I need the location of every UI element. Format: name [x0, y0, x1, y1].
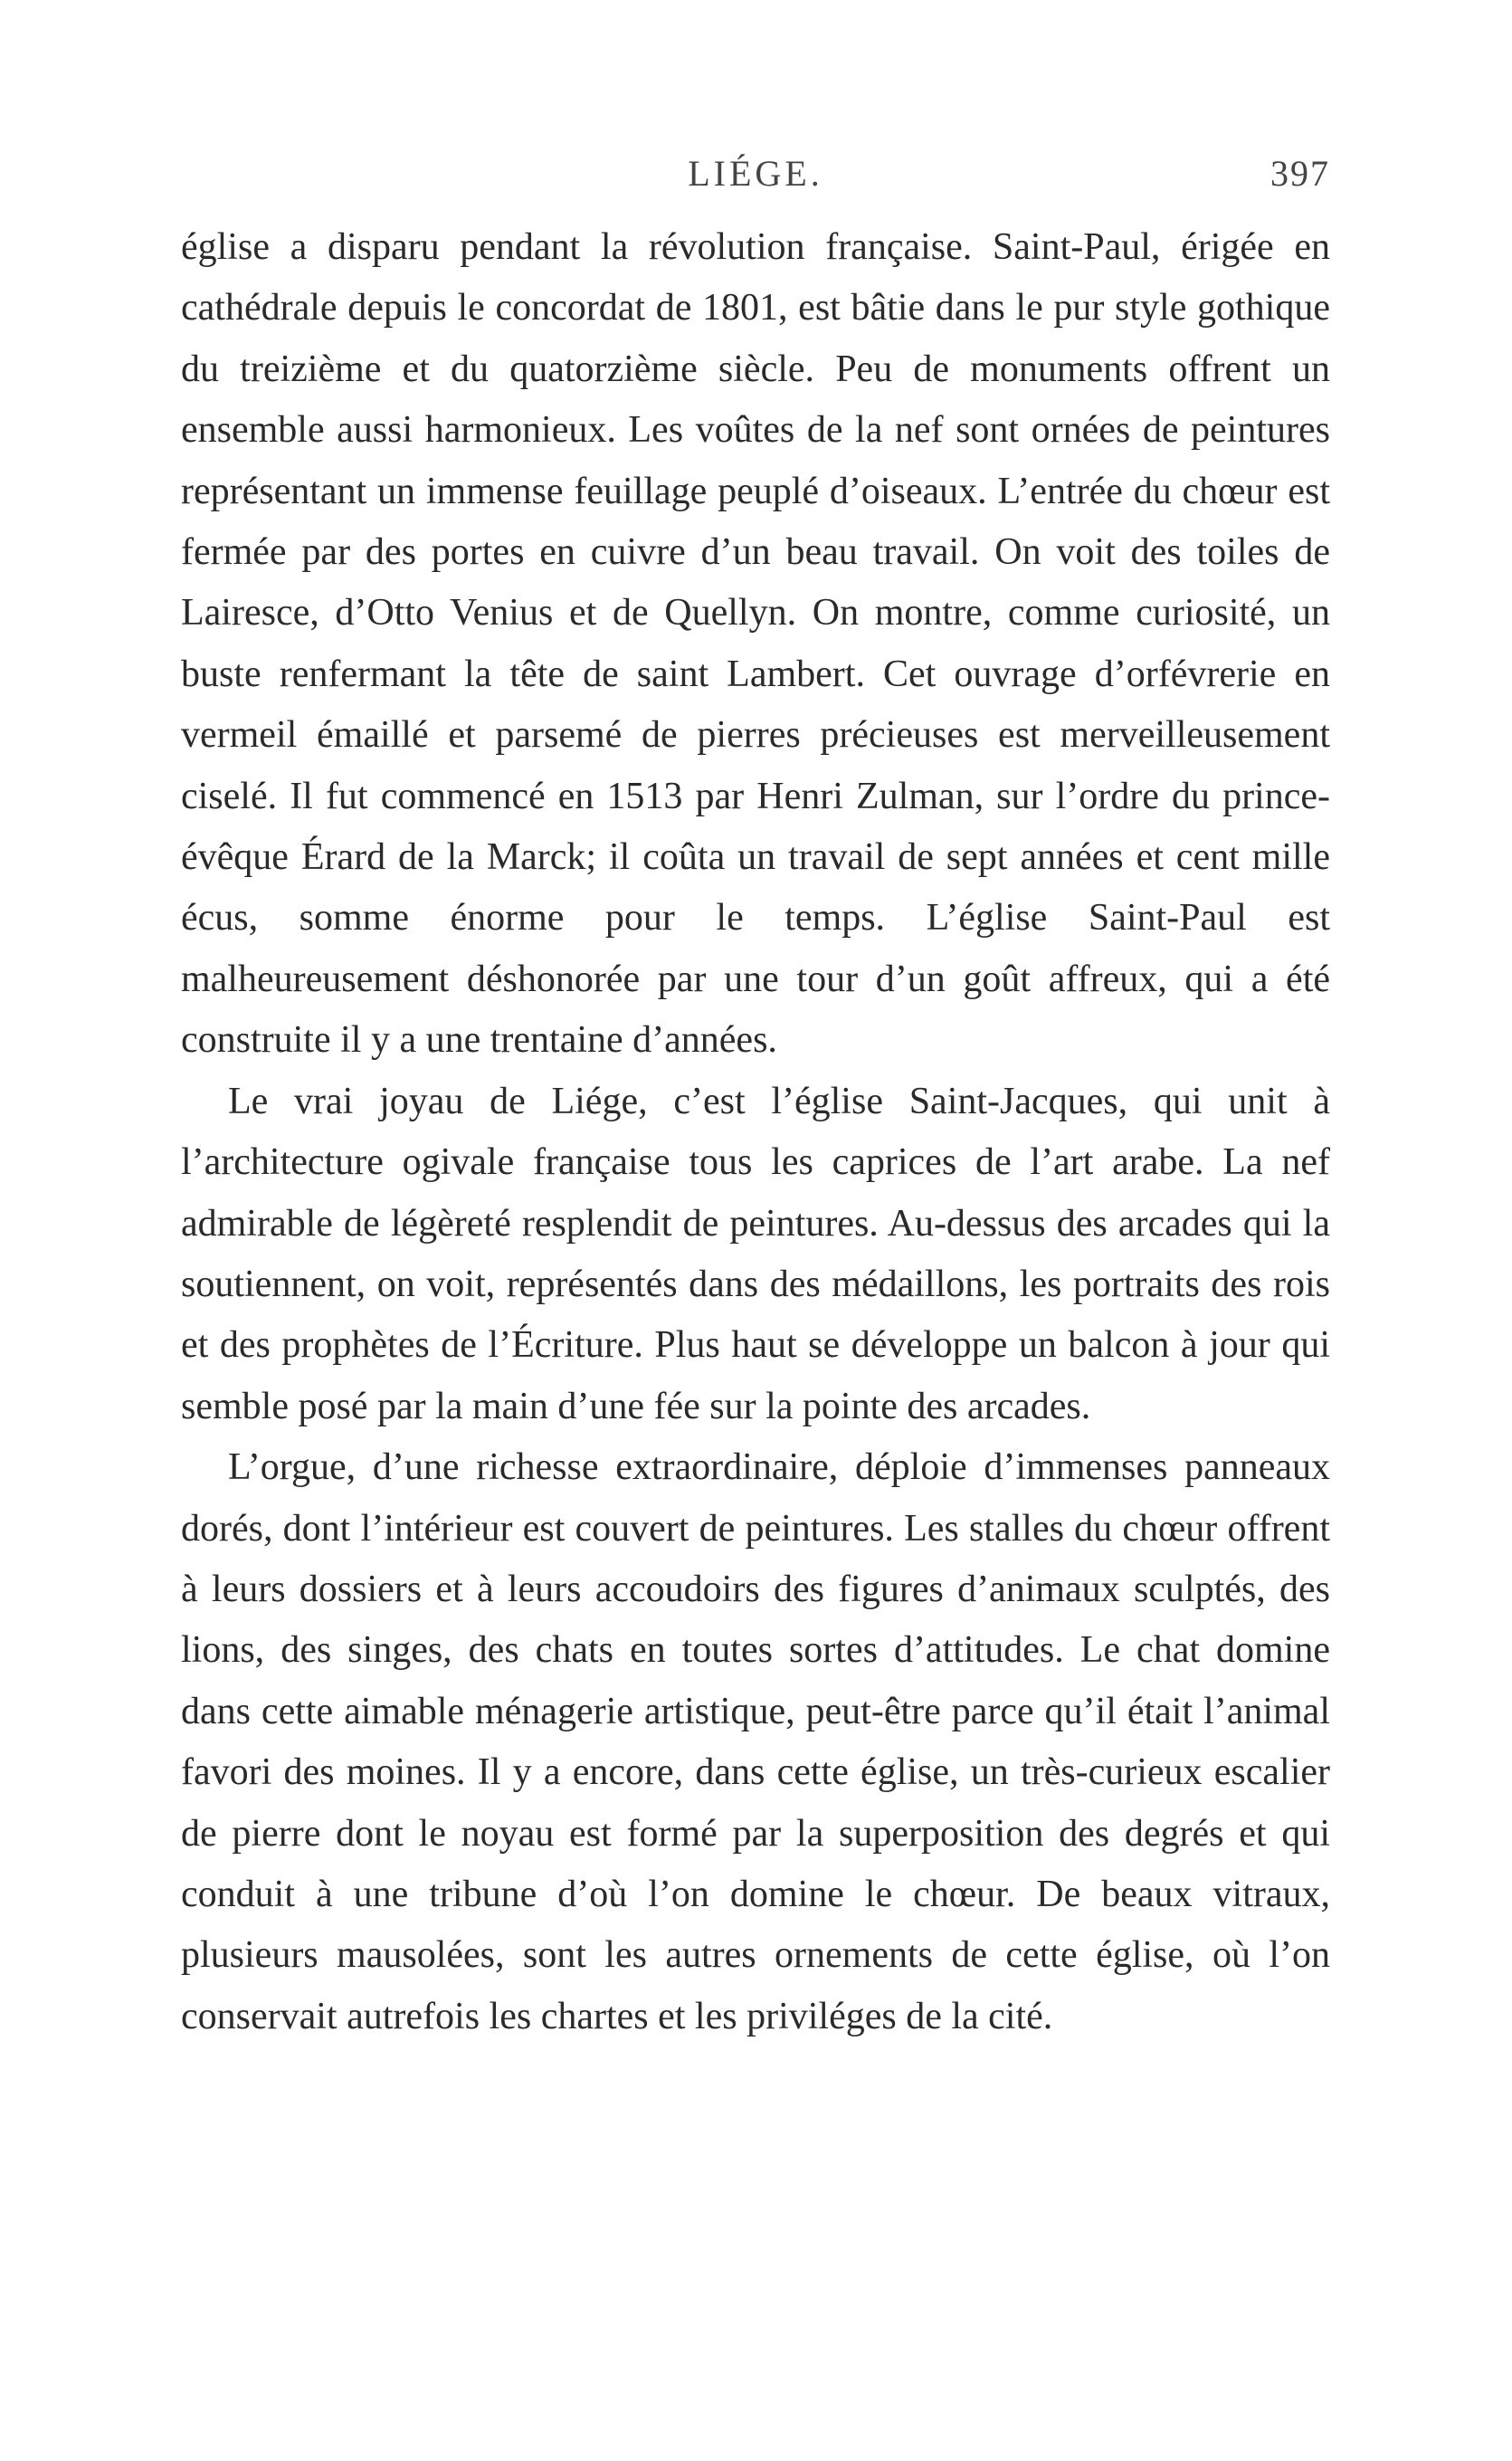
paragraph-saint-jacques: Le vrai joyau de Liége, c’est l’église Saint-Jacques, qui unit à l’architecture ogivale française tous les caprices de l’art arabe. La nef admirable de légèreté resplendit de peintures. Au-dessus des arcades qui la soutiennent, on voit, représentés dans des médaillons, les portraits des rois et des prophètes de l’Écriture. Plus haut se développe un balcon à jour qui semble posé par la main d’une fée sur la pointe des arcades. — [181, 1080, 1330, 1427]
page-number: 397 — [1270, 153, 1330, 194]
paragraph-continued: église a disparu pendant la révolution française. Saint-Paul, érigée en cathédrale depuis le concordat de 1801, est bâtie dans le pur style gothique du treizième et du quatorzième siècle. Peu de monuments offrent un ensemble aussi harmonieux. Les voûtes de la nef sont ornées de peintures représentant un immense feuillage peuplé d’oiseaux. L’entrée du chœur est fermée par des portes en cuivre d’un beau travail. On voit des toiles de Lairesce, d’Otto Venius et de Quellyn. On montre, comme curiosité, un buste renfermant la tête de saint Lambert. Cet ouvrage d’orfévrerie en vermeil émaillé et parsemé de pierres précieuses est merveilleusement ciselé. Il fut commencé en 1513 par Henri Zulman, sur l’ordre du prince-évêque Érard de la Marck; il coûta un travail de sept années et cent mille écus, somme énorme pour le temps. L’église Saint-Paul est malheureusement déshonorée par une tour d’un goût affreux, qui a été construite il y a une trentaine d’années. — [181, 226, 1330, 1062]
running-title: LIÉGE. — [688, 153, 823, 194]
running-head — [181, 152, 1330, 206]
paragraph-orgue: L’orgue, d’une richesse extraordinaire, déploie d’immenses panneaux dorés, dont l’intérieur est couvert de peintures. Les stalles du chœur offrent à leurs dossiers et à leurs accoudoirs des figures d’animaux sculptés, des lions, des singes, des chats en toutes sortes d’attitudes. Le chat domine dans cette aimable ménagerie artistique, peut-être parce qu’il était l’animal favori des moines. Il y a encore, dans cette église, un très-curieux escalier de pierre dont le noyau est formé par la superposition des degrés et qui conduit à une tribune d’où l’on domine le chœur. De beaux vitraux, plusieurs mausolées, sont les autres ornements de cette église, où l’on conservait autrefois les chartes et les priviléges de la cité. — [181, 1446, 1330, 2037]
body-text — [181, 217, 1330, 2047]
